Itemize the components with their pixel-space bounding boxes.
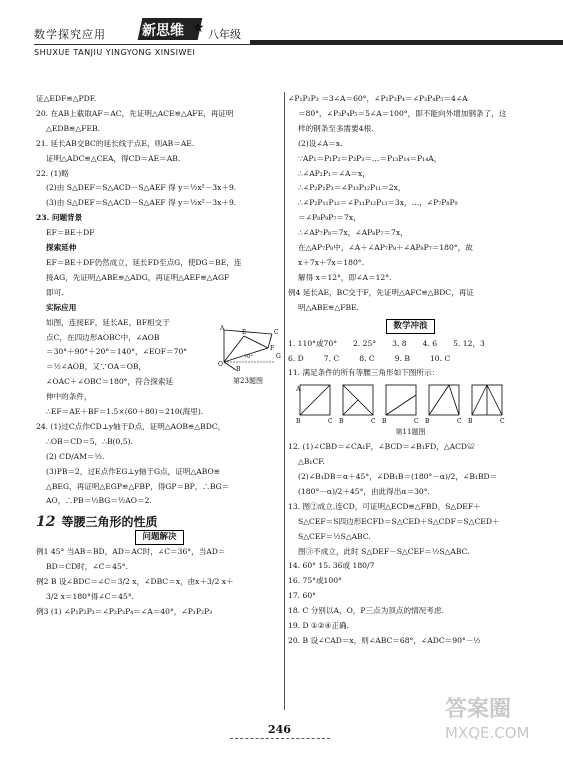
header-wedge (250, 40, 563, 45)
q11-label: B (468, 418, 473, 426)
answer-line: 图③不成立，此时 S△DEF－S△CEF＝½S△ABC. (298, 546, 470, 556)
answer-line: (180°－α)/2＋45°，由此得出α＝30°. (298, 486, 430, 496)
section-title: 等腰三角形的性质 (61, 515, 158, 530)
fig23-label: G (276, 353, 281, 360)
header-subject: 数学探究应用 (34, 28, 106, 41)
answer-line: 20. 在AB上截取AF＝AC，先证明△ACE≌△AFE，再证明 (36, 108, 234, 118)
q11-label: B (296, 418, 301, 426)
header-grade: 八年级 (208, 28, 241, 41)
page-footer-rule (230, 738, 330, 739)
answer-item: 4. 6 (422, 338, 438, 348)
q11-label: B (425, 418, 430, 426)
figure-23 (214, 322, 282, 385)
answer-line: 解得 x＝12°，即∠A＝12°. (298, 272, 392, 282)
answer-line: x＋7x＋7x＝180°. (298, 257, 364, 267)
answer-line: 17. 60° (288, 591, 316, 601)
header-brand: 新思维 (142, 23, 184, 39)
section-number: 12 (36, 514, 56, 531)
fig23-label: C (274, 329, 279, 336)
answer-line: 实际应用 (46, 302, 77, 312)
example-line: BD＝CD时，∠C＝45°. (46, 562, 128, 572)
figure-23-caption: 第23题图 (233, 377, 263, 385)
q11-figure-5 (468, 383, 506, 425)
answer-line: ∠P₁P₂P₃ ＝3∠A＝60°，∠P₂P₃P₄＝∠P₃P₄P₅＝4∠A (288, 94, 468, 103)
q11-label: B (339, 418, 344, 426)
fig23-label: A (220, 325, 225, 332)
answer-line: 21. 延长AB交BC的延长线于点E，则AB＝AE. (36, 138, 195, 148)
answer-line: 如图，连接EF，延长AE，BF相交于 (46, 317, 170, 327)
q11-label: C (328, 418, 333, 426)
answer-item: 3. 8 (392, 338, 407, 348)
answer-line: S△CEF＝S四边形ECFD＝S△CED＋S△CDF＝S△CED＋ (298, 516, 500, 526)
answer-line: 16. 75°或100° (288, 576, 342, 586)
answer-line: 证△EDF≌△PDF. (36, 94, 97, 103)
answer-line: 点C，在四边形AOBC中，∠AOB (46, 332, 160, 342)
fig23-label: E (242, 329, 247, 336)
page-header (20, 10, 550, 58)
answer-item: 2. 25° (353, 338, 377, 348)
answer-line: ∴∠AP₇P₈＝7x，∠AP₈P₇＝7x， (298, 228, 408, 238)
answer-line: S△CEF＝½S△ABC. (298, 531, 371, 541)
answer-line: ∵AP₁＝P₁P₂＝P₂P₃＝…＝P₁₃P₁₄＝P₁₄A， (298, 153, 442, 163)
example-4-line: 明△ABE≌△FBE. (298, 302, 360, 312)
answer-item: 6. D (288, 353, 304, 363)
answer-line: (2)∠B₁DB＝α＋45°，∠DB₁B＝(180°－α)/2，∠B₁BD＝ (298, 472, 498, 482)
answers-row (288, 352, 533, 367)
right-column (288, 92, 533, 649)
answer-line: (2)设∠A＝x. (298, 138, 343, 148)
star-icon: ★ (192, 20, 205, 36)
figure-23-diagram (214, 322, 282, 372)
answer-item: 10. C (429, 353, 451, 363)
example-line: 例1 45° 当AB＝BD，AD＝AC时，∠C＝36°，当AD＝ (36, 547, 226, 557)
math-surf-subhead: 数学冲浪 (386, 319, 434, 334)
example-line: 3/2 x＝180°得∠C＝45°. (46, 592, 135, 601)
fig23-label: F (270, 345, 275, 352)
answer-line: 23. 问题背景 (36, 213, 83, 223)
q11-label: A (296, 386, 301, 394)
answer-line: 探索延伸 (46, 243, 77, 253)
example-line: 例2 B 设∠BDC＝∠C＝3/2 x，∠DBC＝x，由x＋3/2 x＋ (36, 577, 234, 587)
q11-label: C (371, 418, 376, 426)
fig23-label: 70° (244, 354, 253, 360)
answer-line: ＝30°＋90°＋20°＝140°，∠EOF＝70° (46, 347, 188, 357)
example-4-line: 例4 延长AE，BC交于F，先证明△AFC≌△BDC，再证 (288, 287, 474, 297)
answer-line: (3)由 S△DEF＝S△ACD－S△AEF 得 y＝½x²－3x＋9. (46, 198, 237, 208)
answer-line: EF＝BE＋DF仍然成立，延长FD至点G，使DG＝BE，连 (46, 257, 242, 267)
q11-figure-2 (339, 383, 377, 425)
answer-line: 19. D ①②④正确. (288, 621, 350, 631)
answer-line: (2) CD/AM＝½. (46, 451, 105, 461)
answer-line: (3)PB＝2，过E点作EG⊥y轴于G点，证明△ABO≌ (46, 466, 221, 476)
answers-row (288, 337, 533, 352)
answer-line: ＝∠P₈P₉P₇＝7x， (298, 213, 361, 223)
answer-line: ∴EF＝AE＋BF＝1.5×(60＋80)＝210(海里). (46, 407, 204, 417)
answer-line: △BEG，再证明△EGP≌△FBP，得GP＝BP，∴BG＝ (46, 481, 230, 491)
answer-line: AO，∴PB＝½BG＝½AO＝2. (46, 496, 152, 506)
answer-line: △EDB≌△FEB. (46, 123, 101, 133)
answer-line: △B₁CF. (298, 457, 325, 467)
q11-figure-4 (425, 383, 463, 425)
q11-figure-1 (296, 383, 334, 425)
answer-line: 12. (1)∠CBD＝∠CA₁F，∠BCD＝∠B₁FD，△ACD≌ (288, 442, 475, 452)
answer-item: 5. 12，3 (453, 338, 485, 348)
answer-line: ∠OAC＋∠OBC＝180°，符合探索延 (46, 377, 174, 387)
answer-line: ∴OB＝CD＝5，∴B(0,5). (46, 436, 133, 446)
answer-line: 22. (1)略 (36, 168, 69, 178)
answer-line: 伸中的条件， (46, 392, 92, 402)
problem-solving-subhead: 问题解决 (135, 530, 183, 545)
header-pinyin: SHUXUE TANJIU YINGYONG XINSIWEI (34, 48, 196, 57)
watermark: 答案圈 (445, 697, 512, 722)
answer-item: 9. B (394, 353, 410, 363)
chong-header-wrap (288, 319, 533, 334)
column-divider (284, 92, 285, 710)
q11-figures (296, 383, 533, 425)
answer-line: 即可. (46, 287, 64, 297)
fig23-label: B (236, 366, 241, 372)
answer-line: ＝80°，∠P₃P₄P₅＝5∠A＝100°，即不能向外增加钢条了，这 (298, 108, 507, 118)
q11-line: 11. 满足条件的所有等腰三角形如下图所示： (288, 368, 440, 378)
answer-line: 14. 60° 15. 36或 180/7 (288, 561, 375, 571)
answer-line: 证明△ADC≌△CEA，得CD＝AE＝AB. (46, 153, 181, 163)
answer-line: 13. 图②成立.连CD，可证明△ECD≌△FBD，S△DEF＋ (288, 501, 481, 511)
answer-line: 20. B 设∠CAD＝x，则∠ABC＝68°，∠ADC＝90°－½ (288, 636, 481, 645)
page-number: 246 (268, 723, 291, 736)
answer-item: 7. C (323, 353, 340, 363)
q11-label: C (414, 418, 419, 426)
answer-line: 在△AP₇P₈中，∠A＋∠AP₇P₈＋∠AP₈P₇＝180°，故 (298, 243, 473, 253)
answer-line: ＝½∠AOB，又∵OA＝OB， (46, 362, 147, 372)
example-line: 例3 (1) ∠P₁P₂P₃＝∠P₂P₃P₄＝∠A＝40°，∠P₁P₂P₃ (36, 606, 213, 616)
answer-line: (2)由 S△DEF＝S△ACD－S△AEF 得 y＝½x²－3x＋9. (46, 183, 237, 193)
answer-item: 1. 110°或70° (288, 338, 338, 348)
answer-line: ∴∠P₂P₁P₃＝∠P₁₃P₁₂P₁₁＝2x， (298, 183, 406, 193)
section-heading (36, 515, 283, 530)
answer-line: 接AG，先证明△ABE≌△ADG，再证明△AEF≌△AGF (46, 272, 230, 282)
q11-label: C (457, 418, 462, 426)
answer-line: 24. (1)过C点作CD⊥y轴于D点，证明△AOB≌△BDC， (36, 421, 226, 431)
fig23-label: O (218, 361, 223, 368)
q11-label: B (382, 418, 387, 426)
q11-figure-3 (382, 383, 420, 425)
answer-line: 样的钢条至多需要4根. (298, 123, 374, 133)
answer-line: 18. C 分别以A，O，P三点为顶点的情况考虑. (288, 606, 444, 616)
answer-line: ∴∠AP₂P₁＝∠A＝x， (298, 168, 370, 178)
answer-line: EF＝BE＋DF (46, 228, 95, 238)
q11-caption: 第11题图 (395, 428, 426, 437)
answer-line: ∴∠P₂P₁₁P₁₂＝∠P₁₁P₁₂P₁₃＝3x，…，∠P₇P₈P₉ (298, 198, 458, 208)
watermark-url: MXQE.COM (445, 724, 530, 742)
answer-item: 8. C (359, 353, 375, 363)
subhead-wrap (36, 530, 283, 545)
q11-label: C (500, 418, 505, 426)
